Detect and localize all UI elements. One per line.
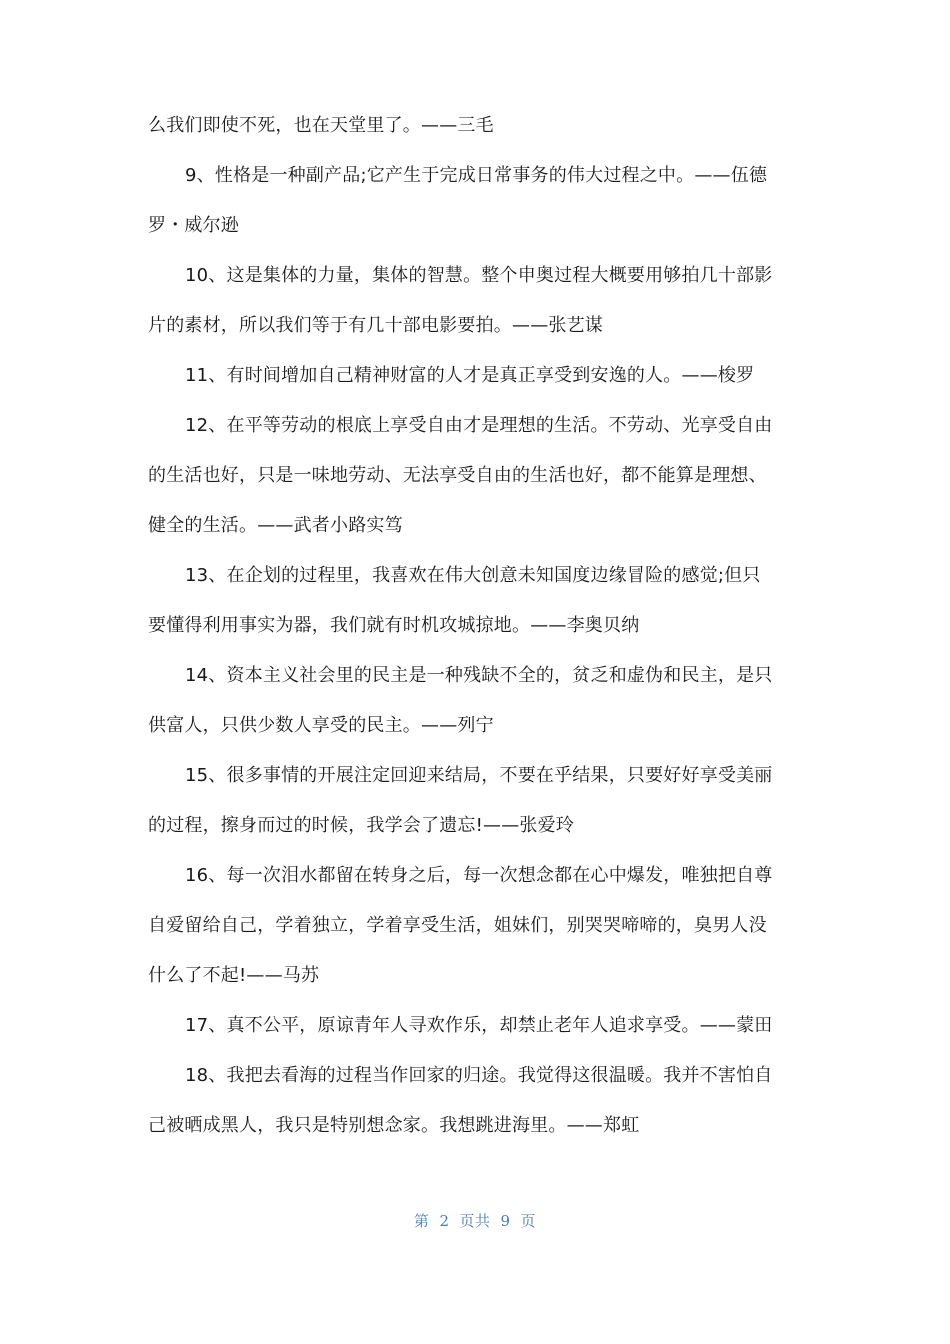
footer-prefix: 第: [413, 1212, 430, 1230]
text-line: 么我们即使不死，也在天堂里了。——三毛: [148, 115, 494, 136]
text-line: 10、这是集体的力量，集体的智慧。整个申奥过程大概要用够拍几十部影: [185, 265, 773, 286]
text-line: 自爱留给自己，学着独立，学着享受生活，姐妹们，别哭哭啼啼的，臭男人没: [148, 915, 767, 936]
text-line: 14、资本主义社会里的民主是一种残缺不全的，贫乏和虚伪和民主，是只: [185, 665, 773, 686]
total-pages-number: 9: [500, 1212, 511, 1230]
text-line: 9、性格是一种副产品;它产生于完成日常事务的伟大过程之中。——伍德: [185, 165, 768, 186]
text-line: 片的素材，所以我们等于有几十部电影要拍。——张艺谋: [148, 315, 603, 336]
current-page-number: 2: [439, 1212, 450, 1230]
text-line: 16、每一次泪水都留在转身之后，每一次想念都在心中爆发，唯独把自尊: [185, 865, 773, 886]
text-line: 健全的生活。——武者小路实笃: [148, 515, 403, 536]
text-line: 罗・威尔逊: [148, 215, 239, 236]
text-line: 供富人，只供少数人享受的民主。——列宁: [148, 715, 494, 736]
text-line: 己被晒成黑人，我只是特别想念家。我想跳进海里。——郑虹: [148, 1115, 640, 1136]
text-line: 的过程，擦身而过的时候，我学会了遗忘!——张爱玲: [148, 815, 575, 836]
footer-suffix: 页: [520, 1212, 537, 1230]
text-line: 15、很多事情的开展注定回迎来结局，不要在乎结果，只要好好享受美丽: [185, 765, 773, 786]
text-line: 17、真不公平，原谅青年人寻欢作乐，却禁止老年人追求享受。——蒙田: [185, 1015, 773, 1036]
text-line: 的生活也好，只是一味地劳动、无法享受自由的生活也好，都不能算是理想、: [148, 465, 767, 486]
text-line: 12、在平等劳动的根底上享受自由才是理想的生活。不劳动、光享受自由: [185, 415, 773, 436]
text-line: 11、有时间增加自己精神财富的人才是真正享受到安逸的人。——梭罗: [185, 365, 755, 386]
text-line: 要懂得利用事实为器，我们就有时机攻城掠地。——李奥贝纳: [148, 615, 640, 636]
footer-middle: 页共: [459, 1212, 491, 1230]
text-line: 13、在企划的过程里，我喜欢在伟大创意未知国度边缘冒险的感觉;但只: [185, 565, 761, 586]
text-line: 什么了不起!——马苏: [148, 965, 320, 986]
quote-text-block: [148, 101, 800, 1151]
page-number-footer: [0, 1210, 950, 1231]
text-line: 18、我把去看海的过程当作回家的归途。我觉得这很温暖。我并不害怕自: [185, 1065, 773, 1086]
